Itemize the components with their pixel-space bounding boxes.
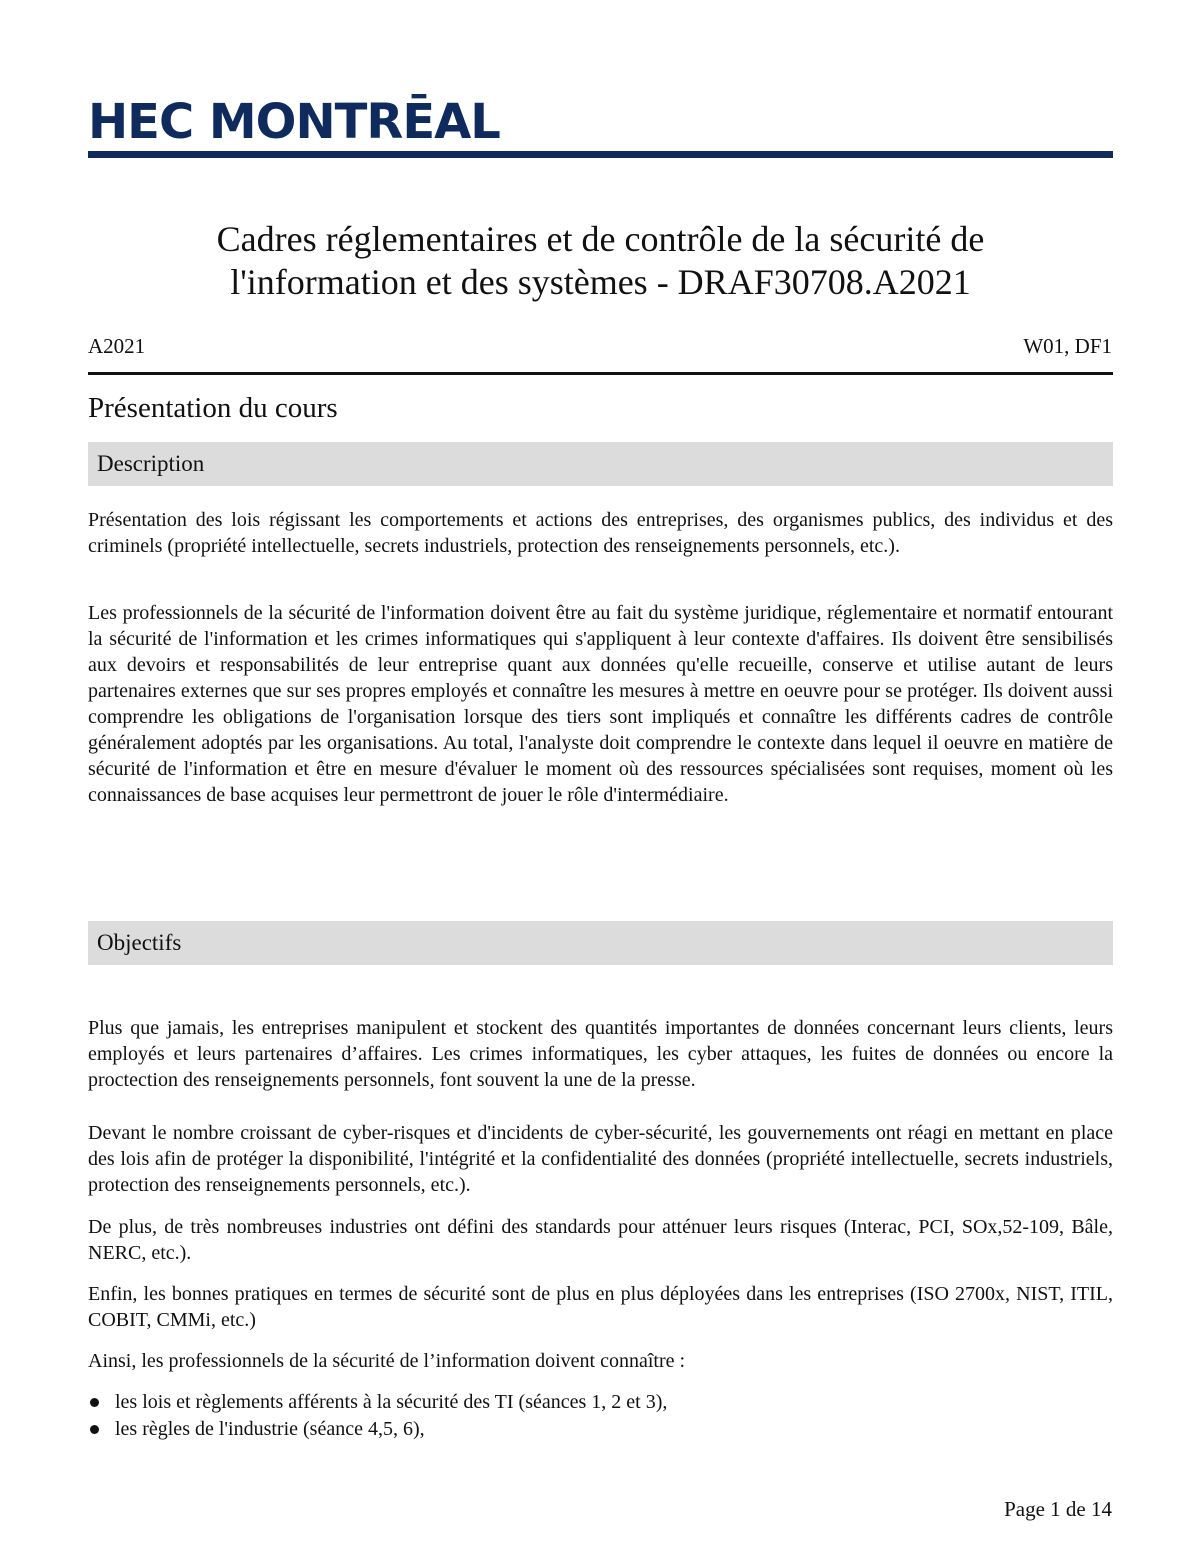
bullet-icon bbox=[90, 1398, 99, 1407]
bullet-icon bbox=[90, 1425, 99, 1434]
page-number: Page 1 de 14 bbox=[1004, 1497, 1112, 1521]
list-item-text: les lois et règlements afférents à la sécurité des TI (séances 1, 2 et 3), bbox=[115, 1391, 668, 1413]
hec-montreal-logo: HEC MONTRĒAL bbox=[88, 94, 500, 150]
title-line-1: Cadres réglementaires et de contrôle de la sécurité de bbox=[216, 219, 985, 259]
list-item bbox=[88, 1389, 1113, 1416]
objectifs-bullet-list bbox=[88, 1389, 1113, 1443]
list-item-text: les règles de l'industrie (séance 4,5, 6), bbox=[115, 1418, 425, 1440]
objectifs-heading: Objectifs bbox=[88, 921, 1113, 965]
objectifs-paragraph-1: Plus que jamais, les entreprises manipulent et stockent des quantités importantes de données concernant leurs clients, leurs employés et leurs partenaires d’affaires. Les crimes informatiques, les cyber attaques, les fuites de données ou encore la proctection des renseignements personnels, font souvent la une de la presse. bbox=[88, 1017, 1113, 1091]
course-codes: W01, DF1 bbox=[1023, 334, 1112, 358]
title-line-2: l'information et des systèmes - DRAF30708.A2021 bbox=[230, 262, 971, 302]
description-paragraph-1: Présentation des lois régissant les comportements et actions des entreprises, des organismes publics, des individus et des criminels (propriété intellectuelle, secrets industriels, protection des renseignements personnels, etc.). bbox=[88, 509, 1113, 557]
description-paragraph-2: Les professionnels de la sécurité de l'information doivent être au fait du système juridique, réglementaire et normatif entourant la sécurité de l'information et les crimes informatiques qui s'appliquent à leur contexte d'affaires. Ils doivent être sensibilisés aux devoirs et responsabilités de leur entreprise quant aux données qu'elle recueille, conserve et utilise autant de leurs partenaires externes que sur ses propres employés et connaître les mesures à mettre en oeuvre pour se protéger. Ils doivent aussi comprendre les obligations de l'organisation lorsque des tiers sont impliqués et connaître les différents cadres de contrôle généralement adoptés par les organisations. Au total, l'analyste doit comprendre le contexte dans lequel il oeuvre en matière de sécurité de l'information et être en mesure d'évaluer le moment où des ressources spécialisées sont requises, moment où les connaissances de base acquises leur permettront de jouer le rôle d'intermédiaire. bbox=[88, 602, 1113, 806]
list-item bbox=[88, 1416, 1113, 1443]
meta-rule bbox=[88, 372, 1113, 375]
objectifs-paragraph-2: Devant le nombre croissant de cyber-risques et d'incidents de cyber-sécurité, les gouvernements ont réagi en mettant en place des lois afin de protéger la disponibilité, l'intégrité et la confidentialité des données (propriété intellectuelle, secrets industriels, protection des renseignements personnels, etc.). bbox=[88, 1122, 1113, 1196]
objectifs-paragraph-3: De plus, de très nombreuses industries ont défini des standards pour atténuer leurs risques (Interac, PCI, SOx,52-109, Bâle, NERC, etc.). bbox=[88, 1216, 1113, 1264]
document-title bbox=[88, 218, 1113, 304]
objectifs-paragraph-4: Enfin, les bonnes pratiques en termes de sécurité sont de plus en plus déployées dans les entreprises (ISO 2700x, NIST, ITIL, COBIT, CMMi, etc.) bbox=[88, 1283, 1113, 1331]
term-label: A2021 bbox=[88, 334, 146, 358]
section-title: Présentation du cours bbox=[88, 392, 338, 424]
objectifs-paragraph-5: Ainsi, les professionnels de la sécurité de l’information doivent connaître : bbox=[88, 1350, 686, 1372]
description-heading: Description bbox=[88, 442, 1113, 486]
header-rule bbox=[88, 151, 1113, 158]
